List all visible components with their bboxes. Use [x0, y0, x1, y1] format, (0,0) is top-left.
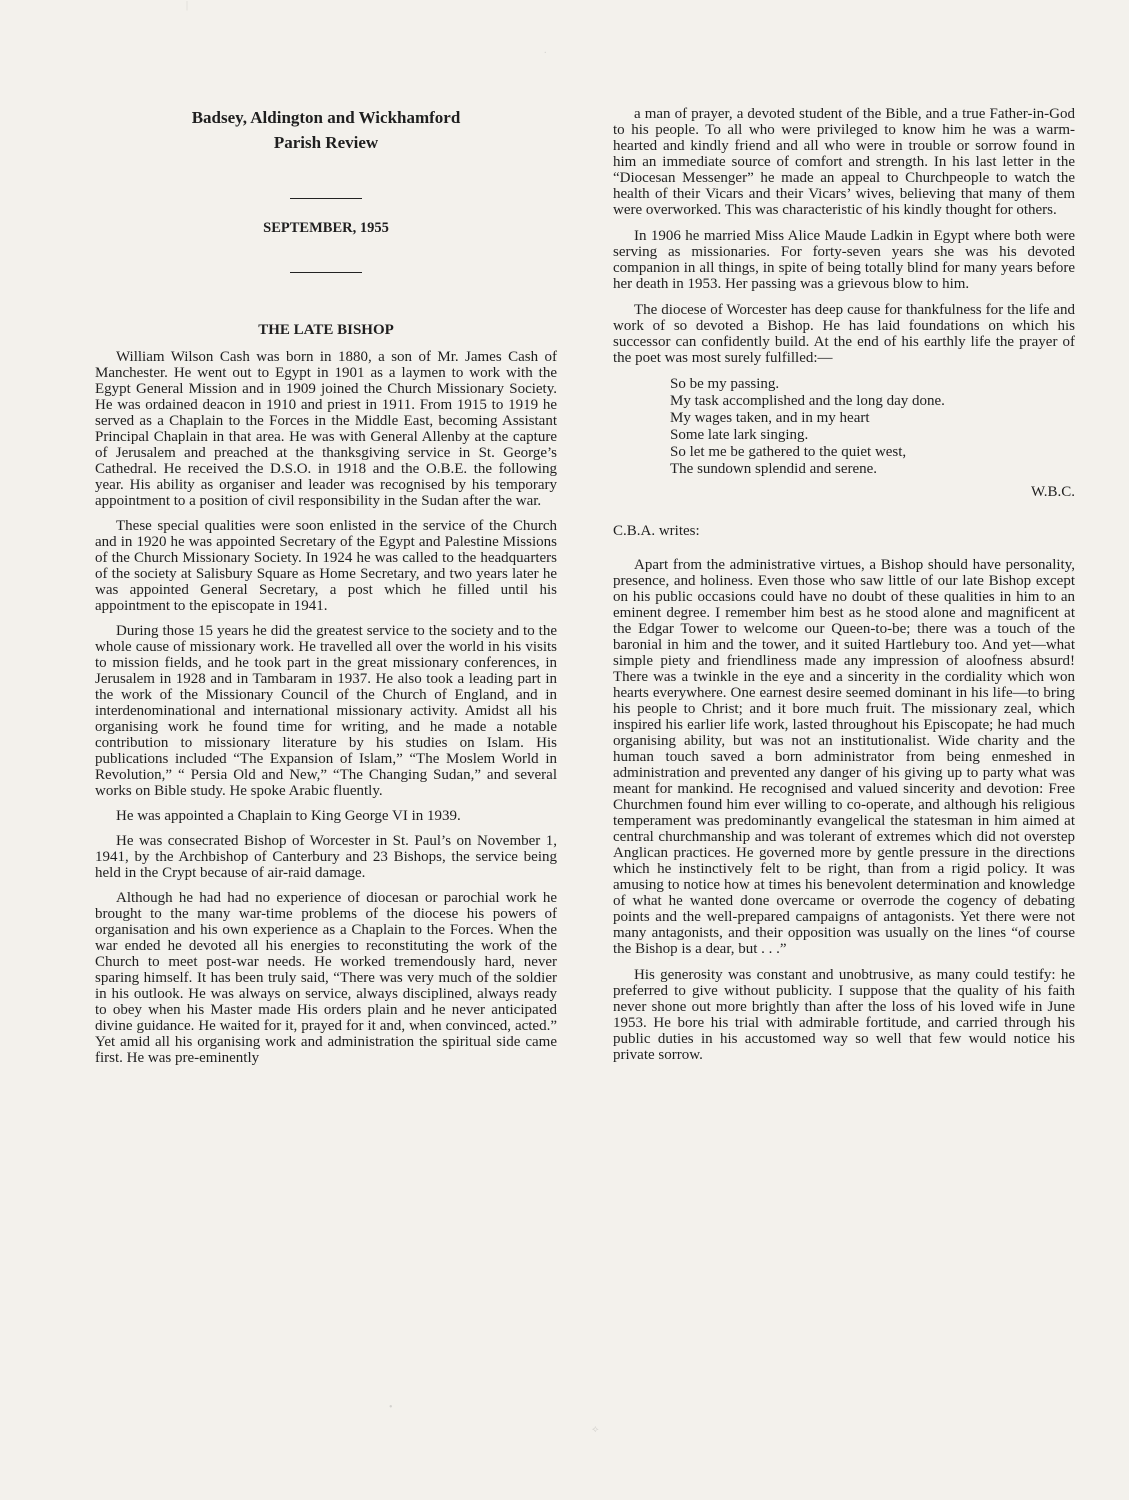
scan-speck: •	[389, 1402, 393, 1413]
article-paragraph: Apart from the administrative virtues, a Bishop should have personality, presence, and holiness. Even those who saw little of our late Bishop except on his public occasions could have no doubt of these qualities in him to an eminent degree. I remember him best as he stood alone and magnificent at the Edgar Tower to welcome our Queen-to-be; there was a touch of the baronial in him and the tower, and it suited Hartlebury too. And yet—what simple piety and friendliness made any impression of aloofness absurd! There was a twinkle in the eye and a sincerity in the cordiality which won hearts everywhere. One earnest desire seemed dominant in his life—to bring his people to Christ; and it bore much fruit. The missionary zeal, which inspired his earlier life work, lasted throughout his Episcopate; he had much organising ability, but was not an institutionalist. Wide charity and the human touch saved a born administrator from being enmeshed in administration and prevented any danger of his giving up to party what was meant for mankind. He recognised and valued sincerity and devotion: Free Churchmen found him ever willing to co-operate, and although his religious temperament was predominantly evangelical the statesman in him aimed at central churchmanship and was tolerant of extremes which did not overstep Anglican practices. He governed more by gentle pressure in the directions which he instinctively felt to be right, than from a rigid policy. It was amusing to notice how at times his benevolent determination and knowledge of what he wanted done overcame or overrode the cogency of debating points and the well-prepared campaigns of antagonists. Yet there were not many antagonists, and their opposition was usually on the lines “of course the Bishop is a dear, but . . .”	[613, 557, 1075, 957]
article-paragraph: Although he had had no experience of diocesan or parochial work he brought to the many war-time problems of the diocese his powers of organisation and his own experience as a Chaplain to the Forces. When the war ended he devoted all his energies to reconstituting the work of the Church to meet post-war needs. He worked tremendously hard, never sparing himself. It has been truly said, “There was very much of the soldier in his outlook. He was always on service, always disciplined, always ready to obey when his Master made His orders plain and he never anticipated divine guidance. He waited for it, prayed for it and, when convinced, acted.” Yet amid all his organising work and administration the spiritual side came first. He was pre-eminently	[95, 889, 557, 1066]
document-header	[95, 106, 557, 273]
article-paragraph: He was consecrated Bishop of Worcester in St. Paul’s on November 1, 1941, by the Archbishop of Canterbury and 23 Bishops, the service being held in the Crypt because of air-raid damage.	[95, 832, 557, 881]
article-paragraph: He was appointed a Chaplain to King George VI in 1939.	[116, 807, 461, 824]
right-column	[613, 106, 1075, 1073]
poem-line: The sundown splendid and serene.	[670, 461, 878, 477]
poem-line: My task accomplished and the long day done.	[670, 393, 945, 409]
poem-line: My wages taken, and in my heart	[670, 410, 870, 426]
header-title-line-1: Badsey, Aldington and Wickhamford	[191, 108, 461, 127]
article-paragraph: The diocese of Worcester has deep cause for thankfulness for the life and work of so devoted a Bishop. He has laid foundations on which his successor can confidently build. At the end of his earthly life the prayer of the poet was most surely fulfilled:—	[613, 302, 1075, 366]
scan-speck: |	[186, 0, 189, 11]
article-paragraph: In 1906 he married Miss Alice Maude Ladkin in Egypt where both were serving as missionaries. For forty-seven years she was his devoted companion in all things, in spite of being totally blind for many years before her death in 1953. Her passing was a grievous blow to him.	[613, 228, 1075, 292]
writer-label: C.B.A. writes:	[613, 523, 700, 539]
left-column	[95, 106, 557, 1075]
article-signature: W.B.C.	[1030, 484, 1075, 500]
article-columns	[95, 106, 1075, 1075]
poem-line: So let me be gathered to the quiet west,	[670, 444, 907, 460]
scan-speck: .	[544, 45, 547, 56]
scan-speck: ⟡	[592, 1424, 599, 1435]
poem-line: Some late lark singing.	[670, 427, 809, 443]
article-paragraph: During those 15 years he did the greatest service to the society and to the whole cause of missionary work. He travelled all over the world in his visits to mission fields, and he took part in the great missionary conferences, in Jerusalem in 1928 and in Tambaram in 1937. He also took a leading part in the work of the Missionary Council of the Church of England, and in interdenominational and international missionary activity. Amidst all his organising work he found time for writing, and he made a notable contribution to missionary literature by his studies on Islam. His publications included “The Expansion of Islam,” “The Moslem World in Revolution,” “ Persia Old and New,” “The Changing Sudan,” and several works on Bible study. He spoke Arabic fluently.	[95, 622, 557, 799]
article-paragraph: His generosity was constant and unobtrusive, as many could testify: he preferred to give without publicity. I suppose that the quality of his faith never shone out more brightly than after the loss of his loved wife in June 1953. He bore his trial with admirable fortitude, and carried through his public duties in his accustomed way so well that few would notice his private sorrow.	[613, 967, 1075, 1063]
poem-line: So be my passing.	[670, 376, 780, 392]
article-paragraph: William Wilson Cash was born in 1880, a son of Mr. James Cash of Manchester. He went out to Egypt in 1901 as a laymen to work with the Egypt General Mission and in 1909 joined the Church Missionary Society. He was ordained deacon in 1910 and priest in 1911. From 1915 to 1919 he served as a Chaplain to the Forces in the Middle East, becoming Assistant Principal Chaplain in that area. He was with General Allenby at the capture of Jerusalem and preached at the thanksgiving service in St. George’s Cathedral. He received the D.S.O. in 1918 and the O.B.E. the following year. His ability as organiser and leader was recognised by his temporary appointment to a position of civil responsibility in the Sudan after the war.	[95, 348, 557, 509]
article-heading: THE LATE BISHOP	[258, 321, 394, 338]
issue-date: SEPTEMBER, 1955	[263, 220, 389, 237]
article-paragraph: These special qualities were soon enlisted in the service of the Church and in 1920 he was appointed Secretary of the Egypt and Palestine Missions of the Church Missionary Society. In 1924 he was called to the headquarters of the society at Salisbury Square as Home Secretary, and two years later he was appointed General Secretary, a post which he filled until his appointment to the episcopate in 1941.	[95, 517, 557, 614]
date-divider	[290, 272, 362, 273]
article-paragraph: a man of prayer, a devoted student of the Bible, and a true Father-in-God to his people. To all who were privileged to know him he was a warm-hearted and kindly friend and all who were in trouble or sorrow found in him an immediate source of comfort and strength. In his last letter in the “Diocesan Messenger” he made an appeal to Churchpeople to watch the health of their Vicars and their Vicars’ wives, believing that many of them were overworked. This was characteristic of his kindly thought for others.	[613, 106, 1075, 218]
header-title-line-2: Parish Review	[273, 132, 379, 152]
quoted-poem	[670, 376, 1075, 478]
header-divider	[290, 198, 362, 199]
